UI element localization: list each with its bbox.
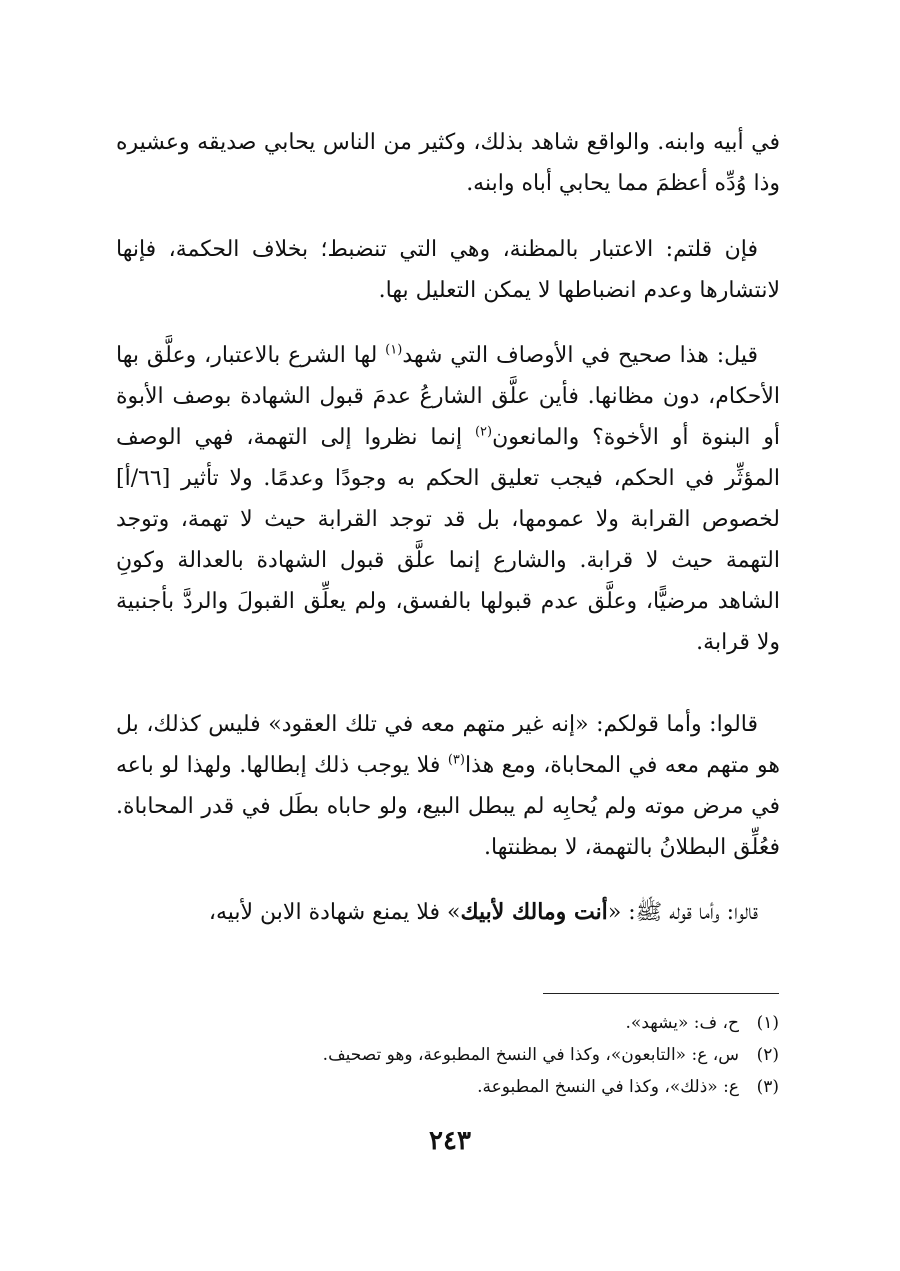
paragraph-3-text-a: قيل: هذا صحيح في الأوصاف التي شهد — [402, 343, 758, 368]
paragraph-4-text-a: قالوا: وأما قولكم: «إنه غير متهم معه في تلك العقود» فليس كذلك، بل هو متهم معه في المحاباة، ومع هذا — [116, 712, 781, 778]
page-number: ٢٤٣ — [429, 1126, 471, 1156]
paragraph-5-text-a: قالوا: وأما قوله ﷺ: « — [607, 900, 758, 925]
footnote-number: (١) — [756, 1013, 779, 1033]
paragraph-4-text-b: فلا يوجب ذلك إبطالها. ولهذا لو باعه في مرض موته ولم يُحابِه لم يبطل البيع، ولو حاباه بطَل في قدر المحاباة. فعُلِّق البطلانُ بالتهمة، لا بمظنتها. — [116, 753, 780, 860]
footnote-text: س، ع: «التابعون»، وكذا في النسخ المطبوعة، وهو تصحيف. — [322, 1045, 739, 1065]
paragraph-3-text-b: لها الشرع بالاعتبار، وعلَّق بها الأحكام، دون مظانها. فأين علَّق الشارعُ عدمَ قبول الشهادة بوصف الأبوة أو البنوة أو الأخوة؟ والمانعون — [116, 343, 780, 450]
paragraph-4 — [116, 704, 780, 868]
footnote-3 — [120, 1071, 779, 1103]
footnote-text: ع: «ذلك»، وكذا في النسخ المطبوعة. — [477, 1077, 739, 1097]
footnote-separator — [543, 993, 779, 994]
footnote-ref-1[interactable]: (١) — [385, 342, 403, 358]
footnote-number: (٣) — [756, 1077, 779, 1097]
footnotes — [120, 1007, 779, 1103]
footnote-text: ح، ف: «يشهد». — [625, 1013, 739, 1033]
paragraph-1 — [116, 122, 780, 204]
footnote-1 — [120, 1007, 779, 1039]
paragraph-3 — [116, 335, 780, 663]
footnote-2 — [120, 1039, 779, 1071]
paragraph-2-text: فإن قلتم: الاعتبار بالمظنة، وهي التي تنضبط؛ بخلاف الحكمة، فإنها لانتشارها وعدم انضباطها لا يمكن التعليل بها. — [116, 237, 780, 303]
footnote-ref-2[interactable]: (٢) — [474, 424, 493, 440]
paragraph-5-text-b: » فلا يمنع شهادة الابن لأبيه، — [208, 900, 461, 925]
paragraph-5 — [116, 892, 780, 933]
paragraph-2 — [116, 229, 780, 311]
hadith-quote: أنت ومالك لأبيك — [460, 899, 608, 925]
footnote-ref-3[interactable]: (٣) — [447, 752, 465, 768]
paragraph-3-text-c: إنما نظروا إلى التهمة، فهي الوصف المؤثِّر في الحكم، فيجب تعليق الحكم به وجودًا وعدمًا. ولا تأثير [٦٦/أ] لخصوص القرابة ولا عمومها، بل قد توجد القرابة حيث لا تهمة، وتوجد التهمة حيث لا قرابة. والشارع إنما علَّق قبول الشهادة بالعدالة وكونِ الشاهد مرضيًّا، وعلَّق عدم قبولها بالفسق، ولم يعلِّق القبولَ والردَّ بأجنبية ولا قرابة. — [116, 425, 780, 655]
footnote-number: (٢) — [756, 1045, 779, 1065]
paragraph-1-text: في أبيه وابنه. والواقع شاهد بذلك، وكثير من الناس يحابي صديقه وعشيره وذا وُدِّه أعظمَ مما يحابي أباه وابنه. — [116, 130, 780, 196]
